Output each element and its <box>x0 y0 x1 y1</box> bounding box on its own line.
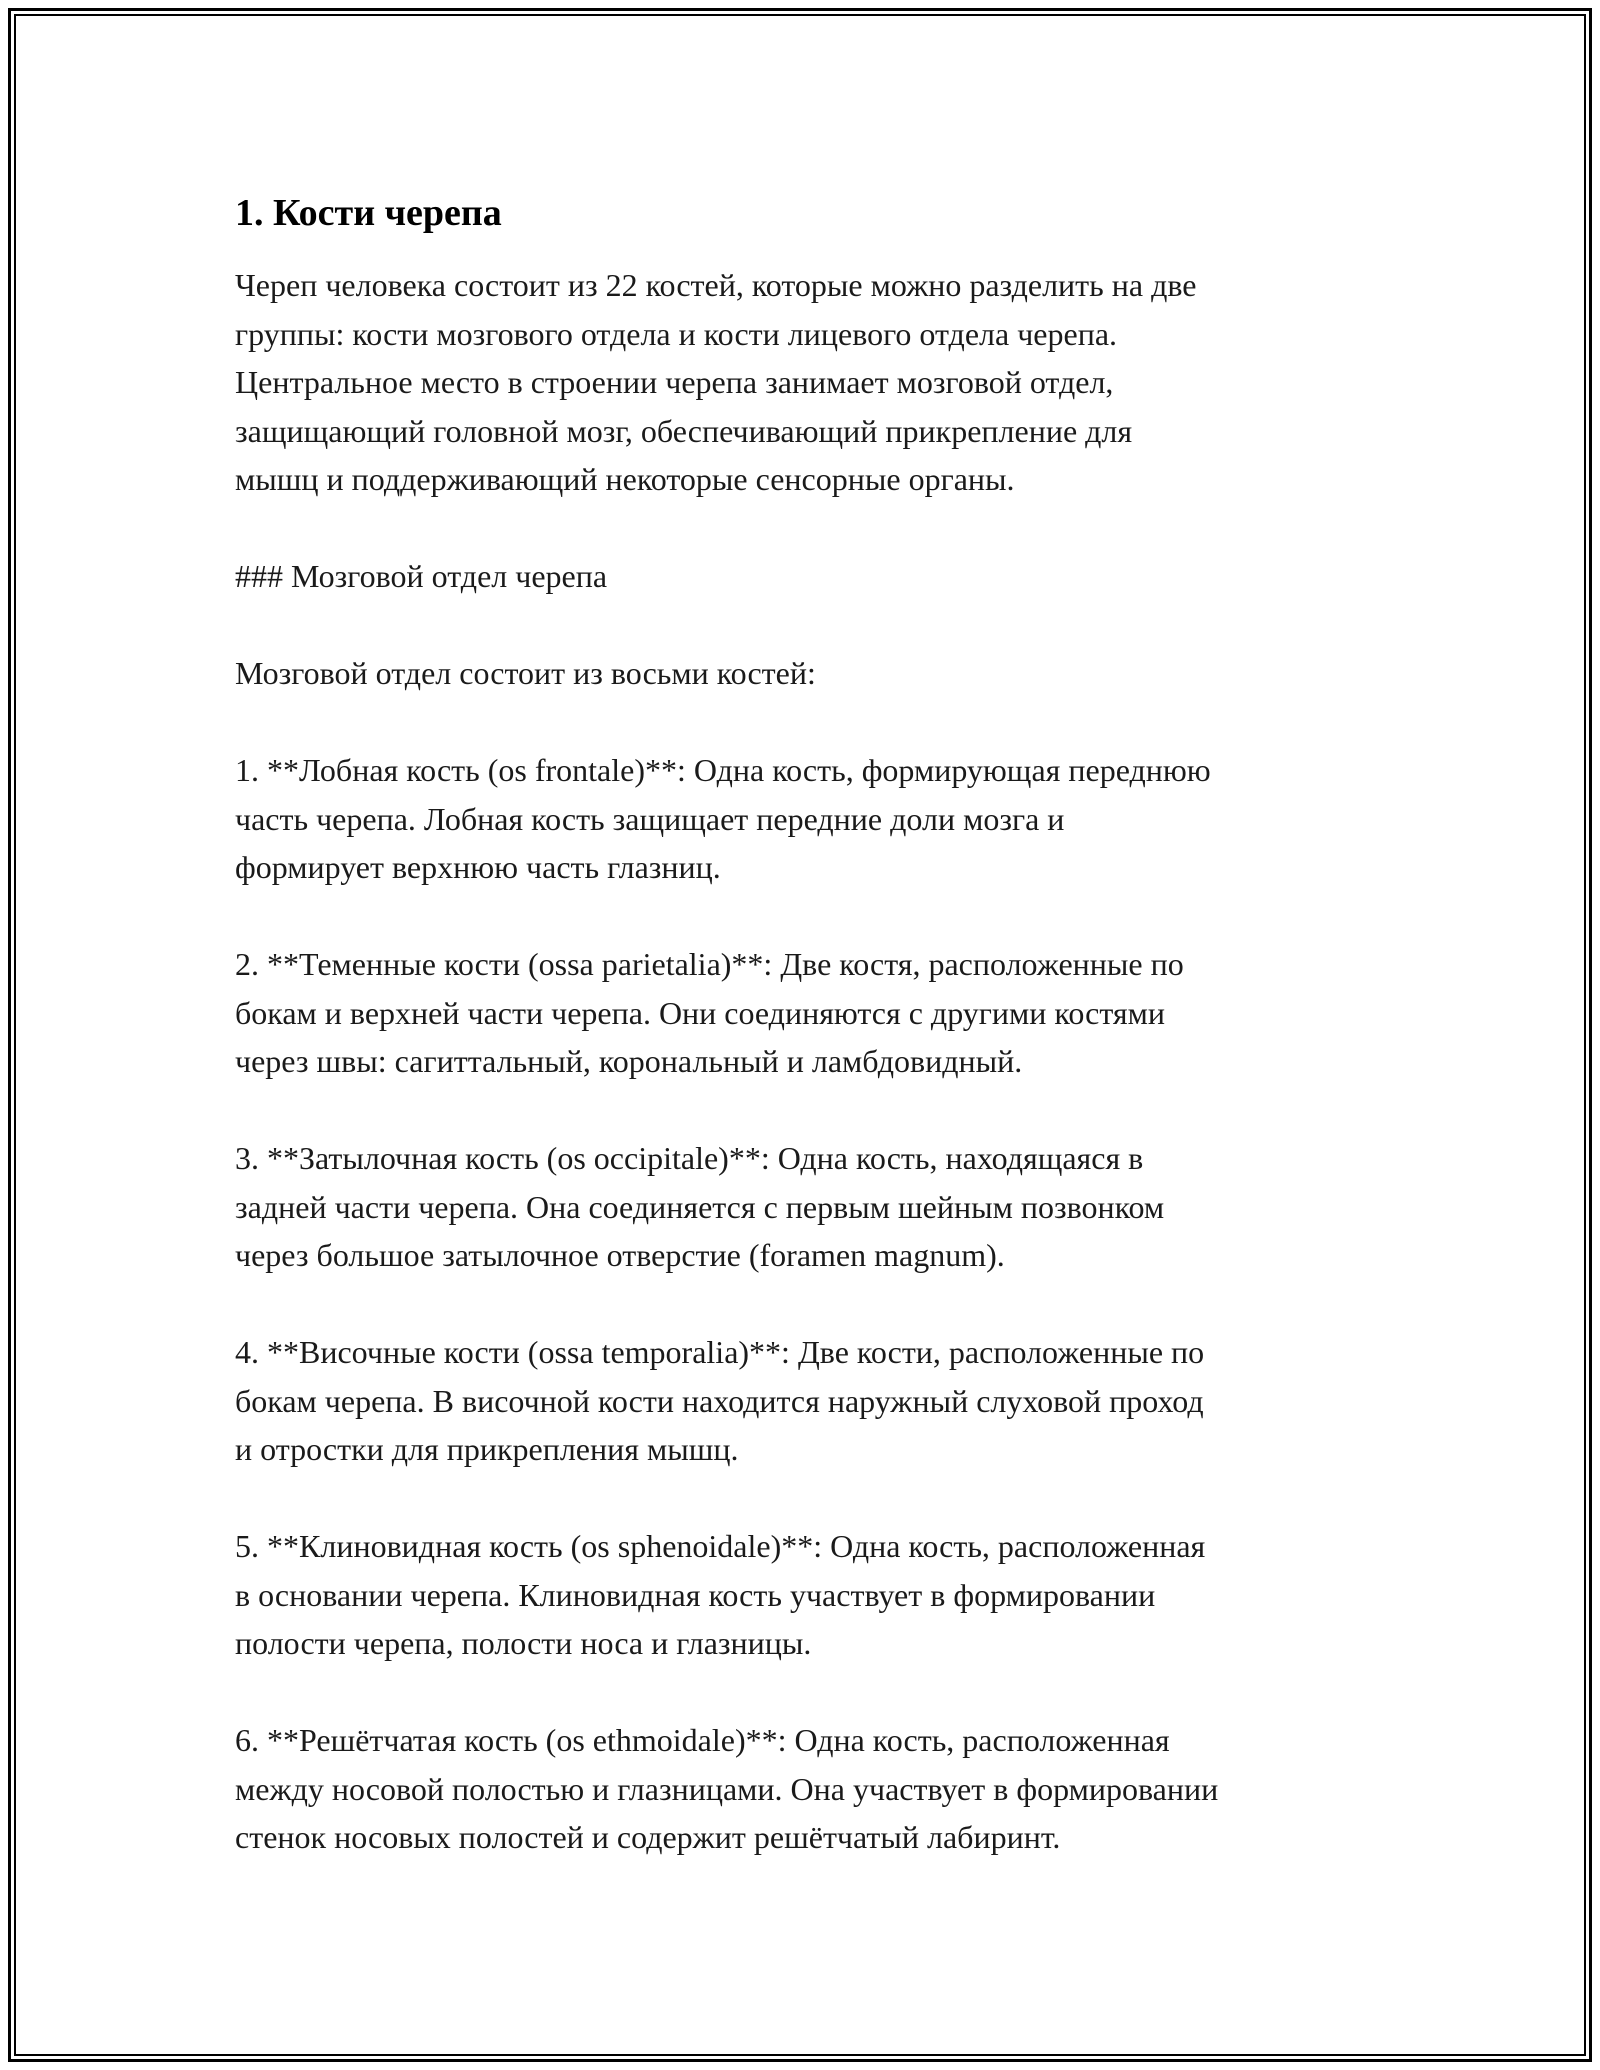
intro-paragraph: Череп человека состоит из 22 костей, которые можно разделить на две группы: кости мозгового отдела и кости лицевого отдела черепа. Центральное место в строении черепа занимает мозговой отдел, защищающий головной мозг, обеспечивающий прикрепление для мышц и поддерживающий некоторые сенсорные органы. <box>235 267 1197 497</box>
list-item-sphenoid: 5. **Клиновидная кость (os sphenoidale)**: Одна кость, расположенная в основании черепа. Клиновидная кость участвует в формировании полости черепа, полости носа и глазницы. <box>235 1528 1206 1661</box>
list-item-frontal: 1. **Лобная кость (os frontale)**: Одна кость, формирующая переднюю часть черепа. Лобная кость защищает передние доли мозга и формирует верхнюю часть глазниц. <box>235 752 1211 885</box>
list-item-temporal: 4. **Височные кости (ossa temporalia)**: Две кости, расположенные по бокам черепа. В височной кости находится наружный слуховой проход и отростки для прикрепления мышц. <box>235 1334 1205 1467</box>
section-subheading: ### Мозговой отдел черепа <box>235 558 608 594</box>
list-item-parietal: 2. **Теменные кости (ossa parietalia)**: Две костя, расположенные по бокам и верхней части черепа. Они соединяются с другими костями через швы: сагиттальный, корональный и ламбдовидный. <box>235 946 1184 1079</box>
lead-paragraph: Мозговой отдел состоит из восьми костей: <box>235 655 816 691</box>
page-title: 1. Кости черепа <box>235 192 502 234</box>
document-body <box>235 185 1385 1862</box>
list-item-ethmoid: 6. **Решётчатая кость (os ethmoidale)**: Одна кость, расположенная между носовой полостью и глазницами. Она участвует в формировании стенок носовых полостей и содержит решётчатый лабиринт. <box>235 1722 1219 1855</box>
list-item-occipital: 3. **Затылочная кость (os occipitale)**: Одна кость, находящаяся в задней части черепа. Она соединяется с первым шейным позвонком через большое затылочное отверстие (foramen magnum). <box>235 1140 1165 1273</box>
